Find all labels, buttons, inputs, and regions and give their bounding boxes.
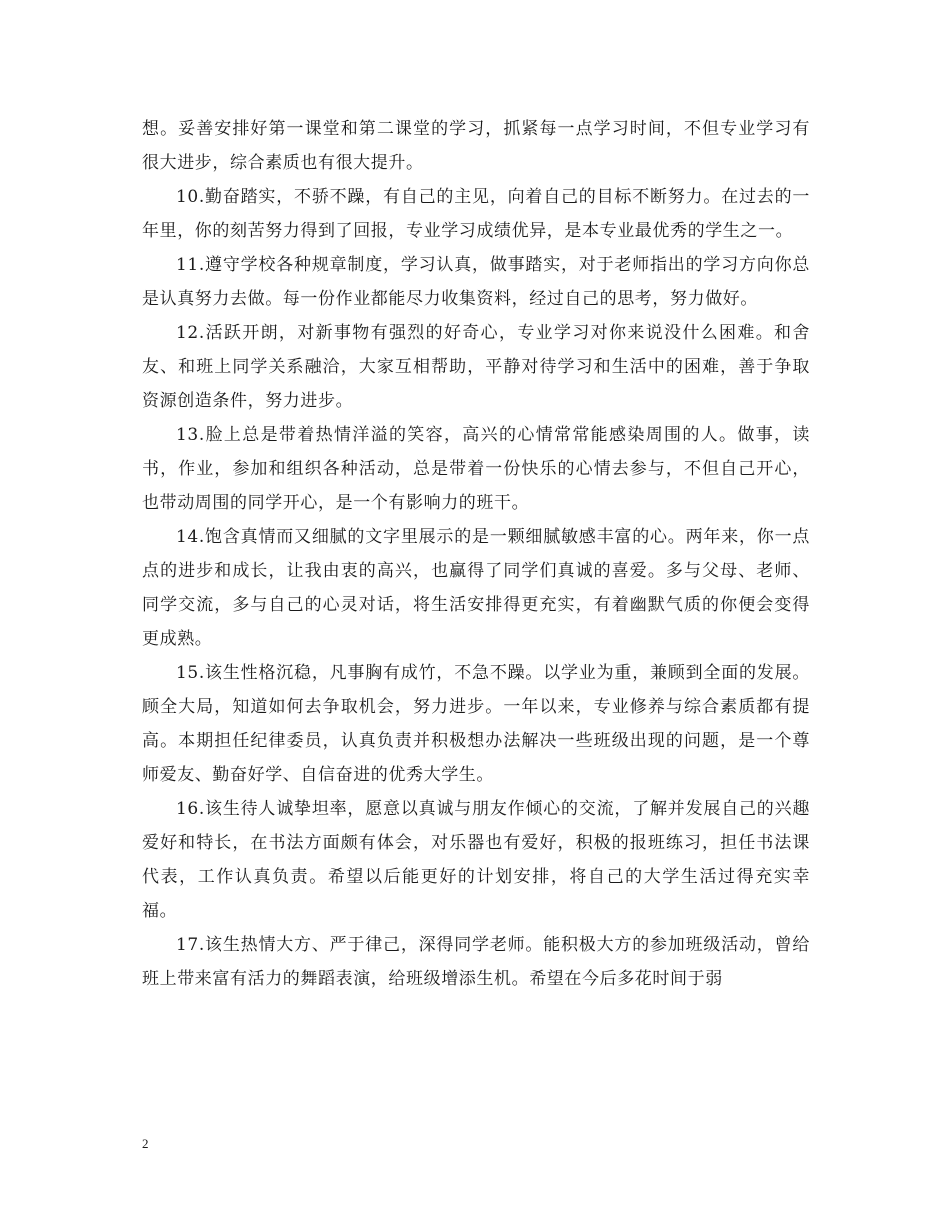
page-number: 2 <box>142 1136 149 1151</box>
paragraph-10: 10.勤奋踏实，不骄不躁，有自己的主见，向着自己的目标不断努力。在过去的一年里，你的刻苦努力得到了回报，专业学习成绩优异，是本专业最优秀的学生之一。 <box>142 187 810 241</box>
paragraph-13: 13.脸上总是带着热情洋溢的笑容，高兴的心情常常能感染周围的人。做事，读书，作业，参加和组织各种活动，总是带着一份快乐的心情去参与，不但自己开心，也带动周围的同学开心，是一个有影响力的班干。 <box>142 425 810 513</box>
paragraph: 想。妥善安排好第一课堂和第二课堂的学习，抓紧每一点学习时间，不但专业学习有很大进步，综合素质也有很大提升。 <box>142 119 810 173</box>
paragraph-12: 12.活跃开朗，对新事物有强烈的好奇心，专业学习对你来说没什么困难。和舍友、和班上同学关系融洽，大家互相帮助，平静对待学习和生活中的困难，善于争取资源创造条件，努力进步。 <box>142 323 810 411</box>
paragraph-11: 11.遵守学校各种规章制度，学习认真，做事踏实，对于老师指出的学习方向你总是认真努力去做。每一份作业都能尽力收集资料，经过自己的思考，努力做好。 <box>142 255 810 309</box>
paragraph-17: 17.该生热情大方、严于律己，深得同学老师。能积极大方的参加班级活动，曾给班上带来富有活力的舞蹈表演，给班级增添生机。希望在今后多花时间于弱 <box>142 935 810 989</box>
paragraph-16: 16.该生待人诚挚坦率，愿意以真诚与朋友作倾心的交流，了解并发展自己的兴趣爱好和特长，在书法方面颇有体会，对乐器也有爱好，积极的报班练习，担任书法课代表，工作认真负责。希望以后能更好的计划安排，将自己的大学生活过得充实幸福。 <box>142 799 810 921</box>
paragraph-14: 14.饱含真情而又细腻的文字里展示的是一颗细腻敏感丰富的心。两年来，你一点点的进步和成长，让我由衷的高兴，也赢得了同学们真诚的喜爱。多与父母、老师、同学交流，多与自己的心灵对话，将生活安排得更充实，有着幽默气质的你便会变得更成熟。 <box>142 527 810 649</box>
document-body <box>142 112 810 996</box>
paragraph-15: 15.该生性格沉稳，凡事胸有成竹，不急不躁。以学业为重，兼顾到全面的发展。顾全大局，知道如何去争取机会，努力进步。一年以来，专业修养与综合素质都有提高。本期担任纪律委员，认真负责并积极想办法解决一些班级出现的问题，是一个尊师爱友、勤奋好学、自信奋进的优秀大学生。 <box>142 663 810 785</box>
